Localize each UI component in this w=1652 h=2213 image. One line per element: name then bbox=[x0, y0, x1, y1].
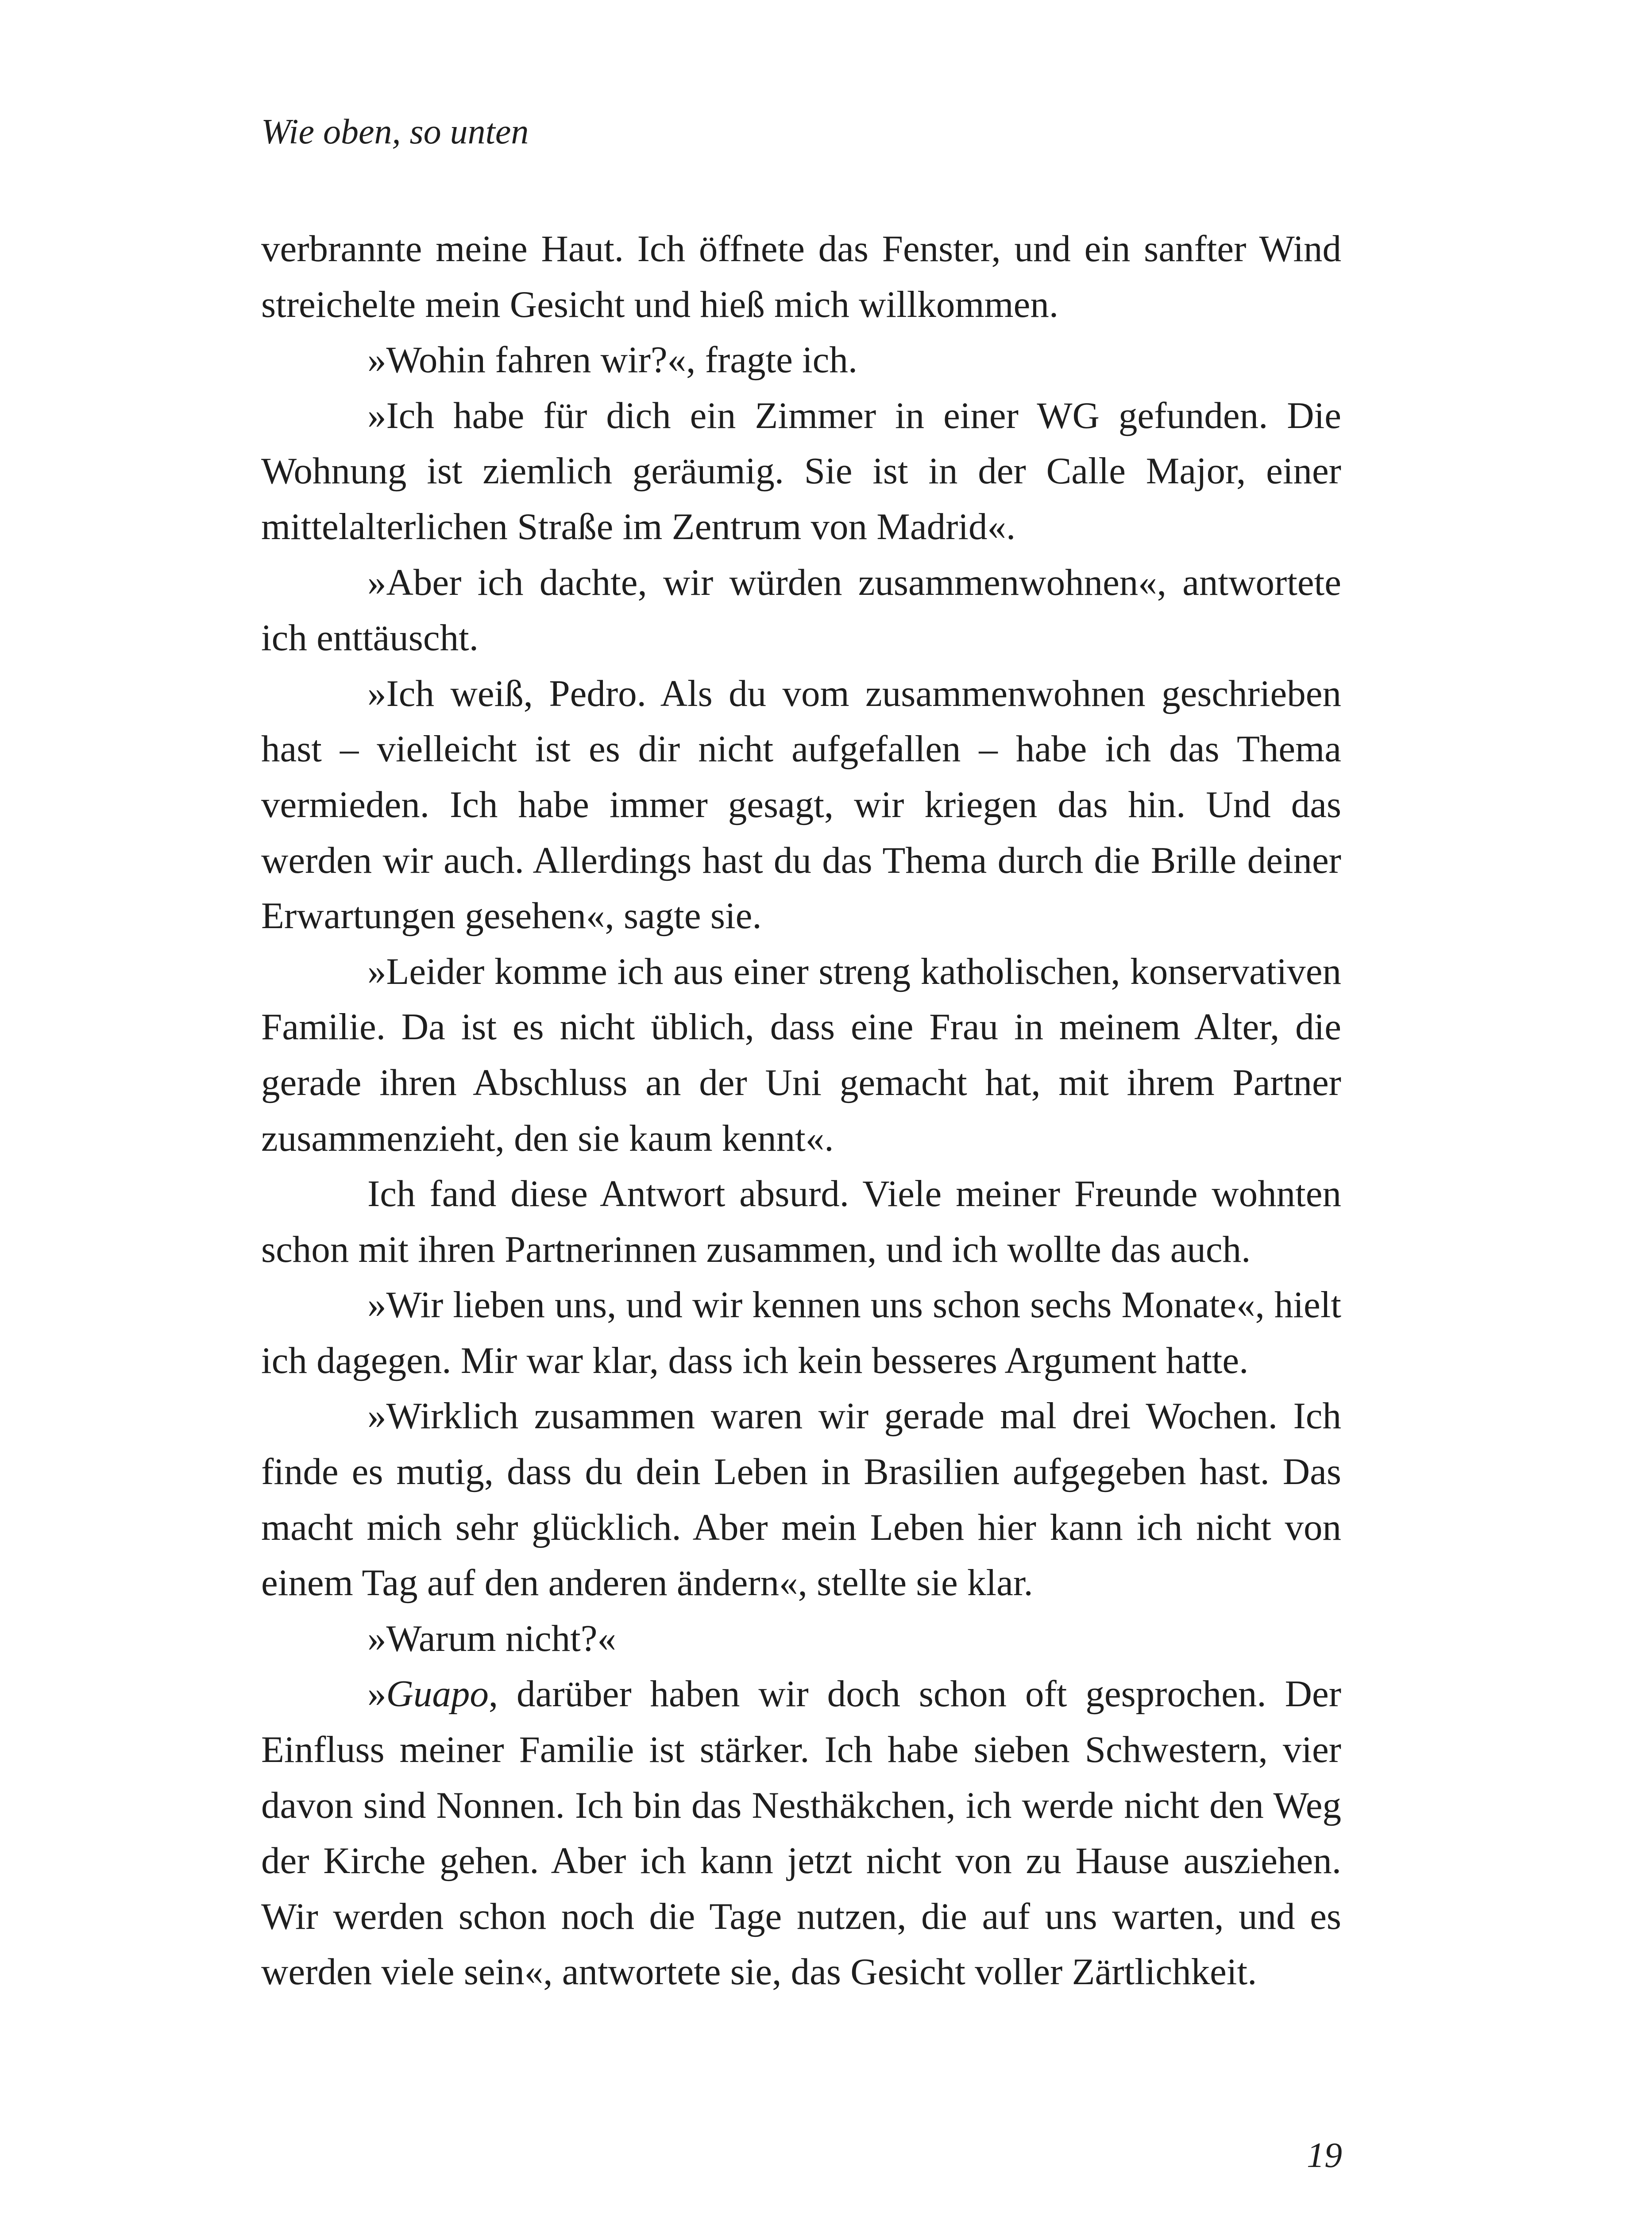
paragraph: »Ich weiß, Pedro. Als du vom zusammenwohnen geschrieben hast – vielleicht ist es dir nicht aufgefallen – habe ich das Thema vermieden. Ich habe immer gesagt, wir kriegen das hin. Und das werden wir auch. Allerdings hast du das Thema durch die Brille deiner Erwartungen gesehen«, sagte sie. bbox=[261, 672, 1341, 937]
emphasis-word: Guapo bbox=[386, 1673, 489, 1715]
paragraph: verbrannte meine Haut. Ich öffnete das Fenster, und ein sanfter Wind streichelte mein Gesicht und hieß mich willkommen. bbox=[261, 228, 1341, 325]
paragraph-rest: , darüber haben wir doch schon oft gesprochen. Der Einfluss meiner Familie ist stärker. Ich habe sieben Schwestern, vier davon sind Nonnen. Ich bin das Nesthäkchen, ich werde nicht den Weg der Kirche gehen. Aber ich kann jetzt nicht von zu Hause ausziehen. Wir werden schon noch die Tage nutzen, die auf uns warten, und es werden viele sein«, antwortete sie, das Gesicht voller Zärtlichkeit. bbox=[261, 1673, 1341, 1993]
quote-mark: » bbox=[367, 1673, 386, 1715]
paragraph: »Aber ich dachte, wir würden zusammenwohnen«, antwortete ich enttäuscht. bbox=[261, 561, 1341, 659]
paragraph: »Warum nicht?« bbox=[367, 1617, 617, 1659]
running-head: Wie oben, so unten bbox=[261, 112, 529, 151]
paragraph: »Ich habe für dich ein Zimmer in einer WG gefunden. Die Wohnung ist ziemlich geräumig. Sie ist in der Calle Major, einer mittelalterlichen Straße im Zentrum von Madrid«. bbox=[261, 394, 1341, 547]
paragraph bbox=[261, 1666, 1341, 2000]
paragraph: »Wohin fahren wir?«, fragte ich. bbox=[367, 339, 858, 381]
page-number: 19 bbox=[1307, 2136, 1342, 2175]
paragraph: »Leider komme ich aus einer streng katholischen, konservativen Familie. Da ist es nicht üblich, dass eine Frau in meinem Alter, die gerade ihren Abschluss an der Uni gemacht hat, mit ihrem Partner zusammenzieht, den sie kaum kennt«. bbox=[261, 950, 1341, 1159]
paragraph: »Wir lieben uns, und wir kennen uns schon sechs Monate«, hielt ich dagegen. Mir war klar, dass ich kein besseres Argument hatte. bbox=[261, 1284, 1341, 1381]
paragraph: Ich fand diese Antwort absurd. Viele meiner Freunde wohnten schon mit ihren Partnerinnen zusammen, und ich wollte das auch. bbox=[261, 1173, 1341, 1270]
body-text bbox=[261, 221, 1341, 2000]
paragraph: »Wirklich zusammen waren wir gerade mal drei Wochen. Ich finde es mutig, dass du dein Leben in Brasilien aufgegeben hast. Das macht mich sehr glücklich. Aber mein Leben hier kann ich nicht von einem Tag auf den anderen ändern«, stellte sie klar. bbox=[261, 1395, 1341, 1604]
